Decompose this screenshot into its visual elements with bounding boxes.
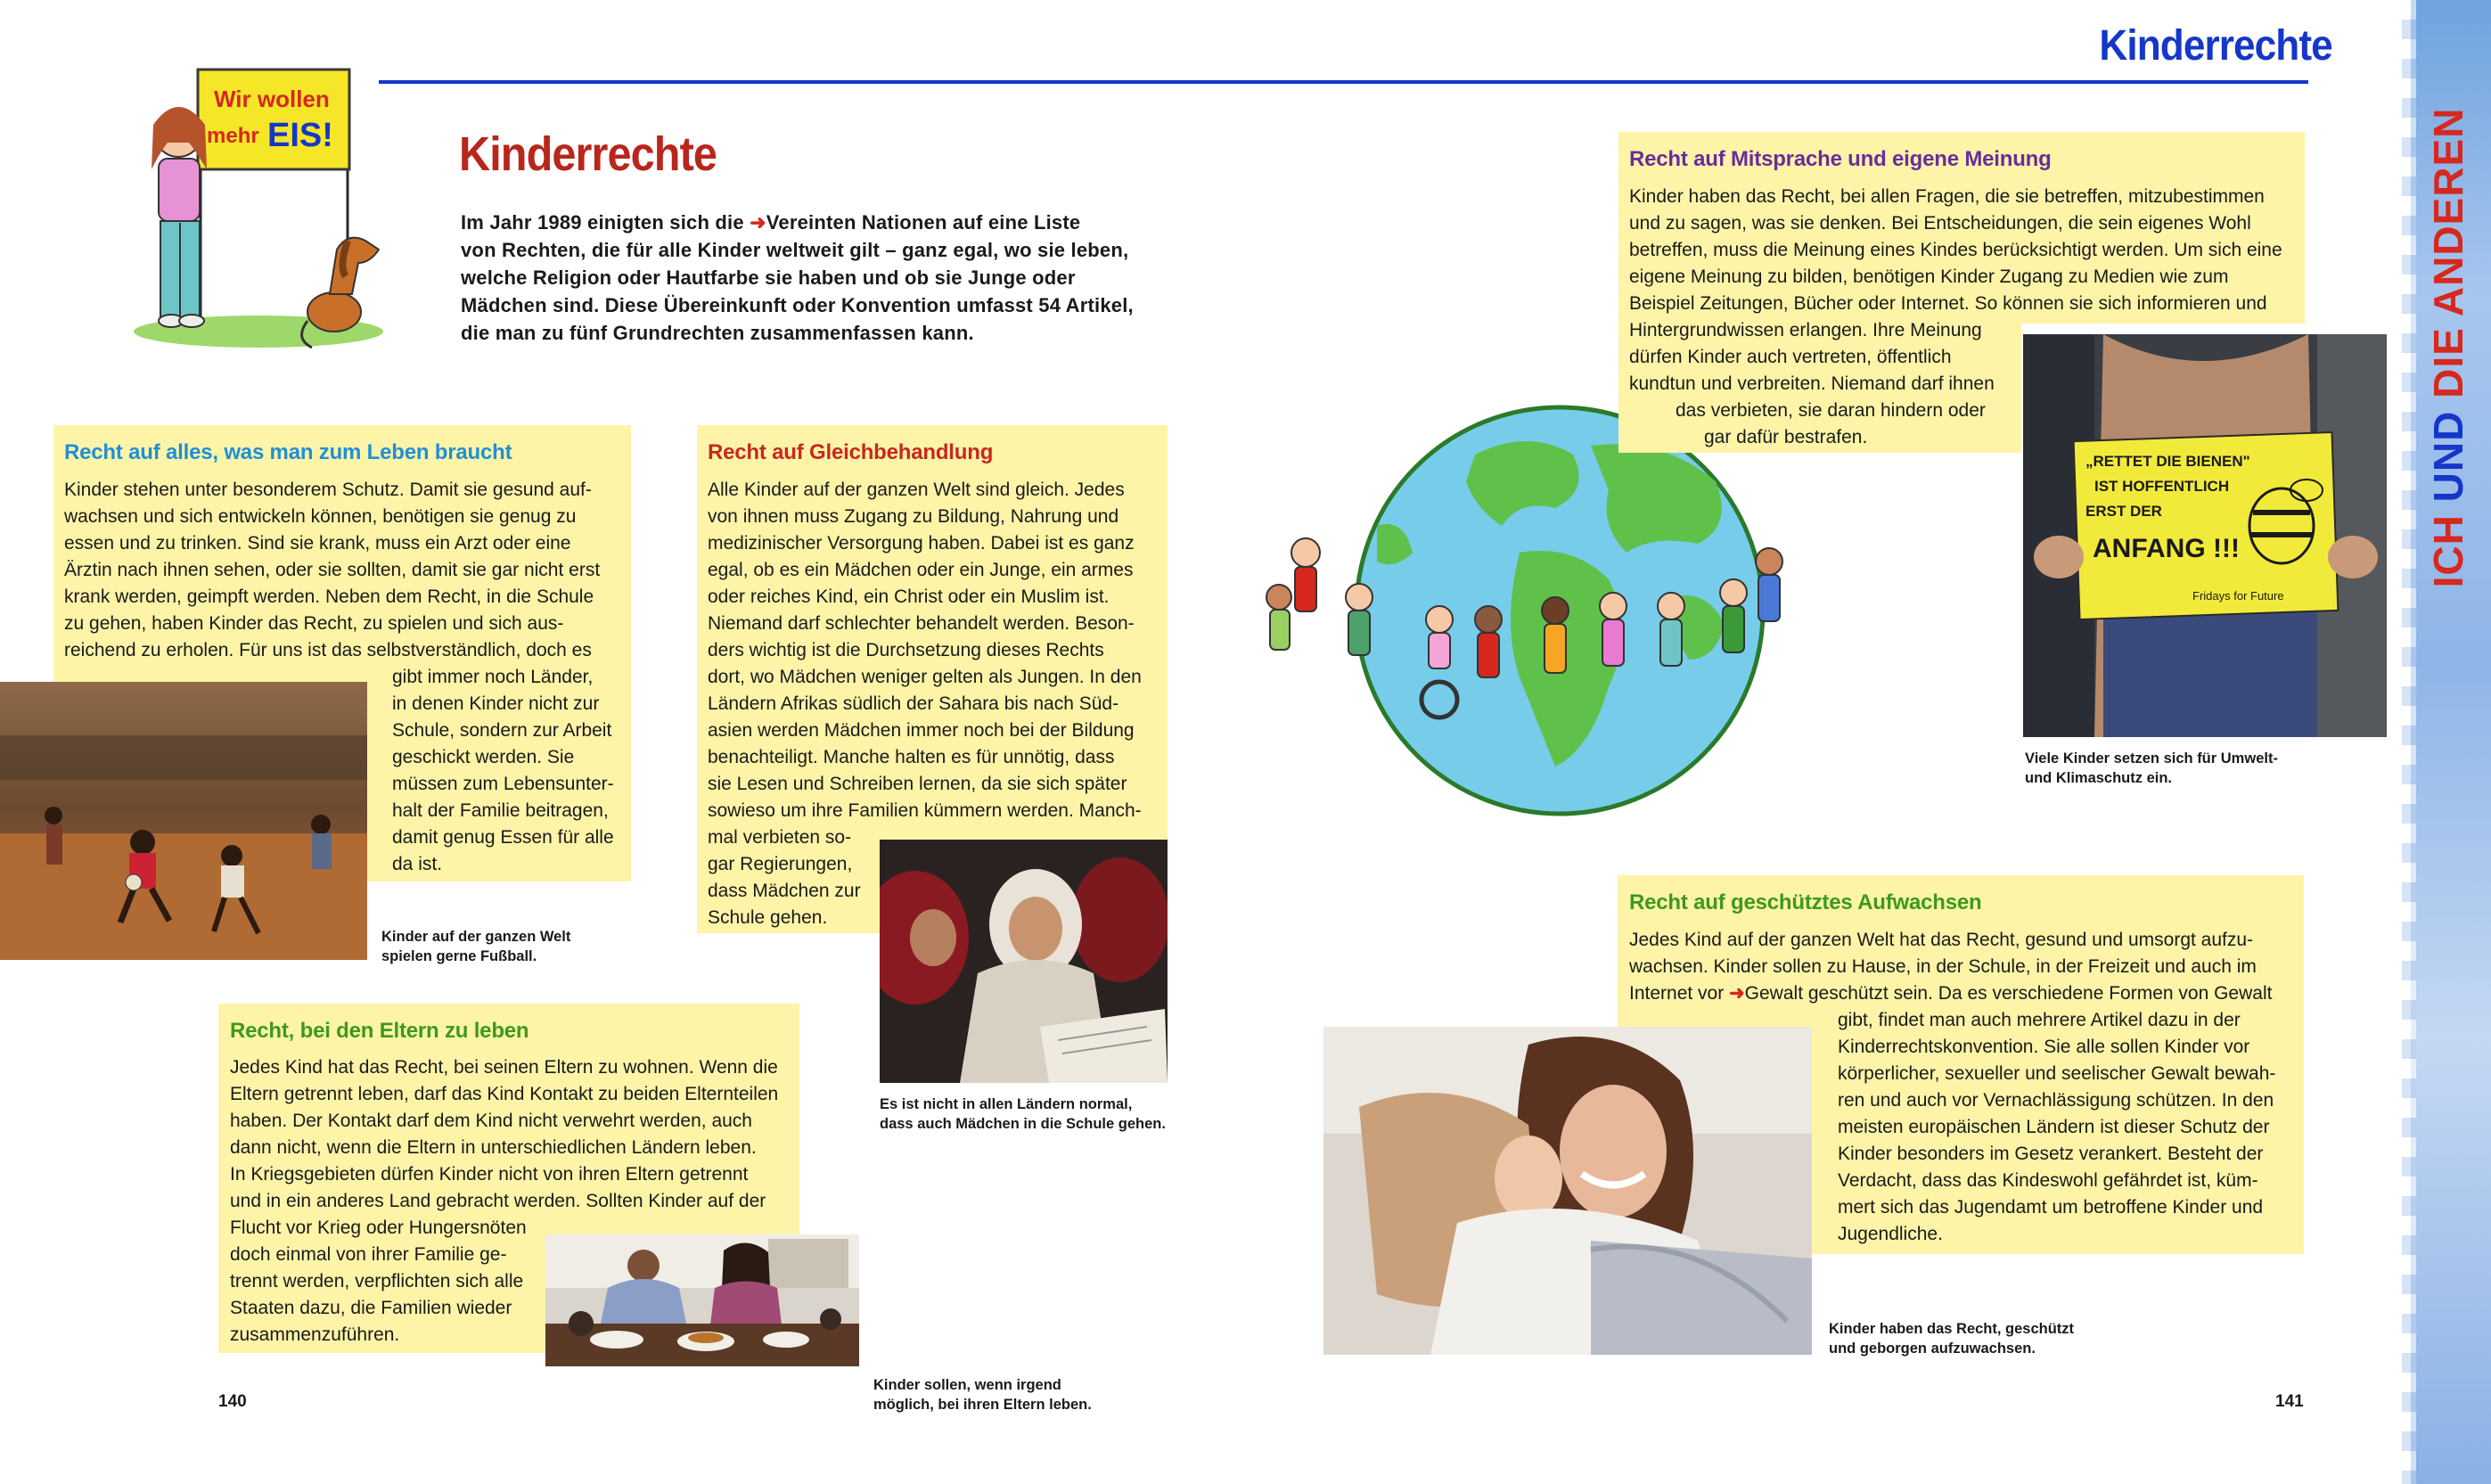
caption-hug: Kinder haben das Recht, geschützt und geborgen aufzuwachsen. [1829,1321,2075,1357]
box-eltern-title: Recht, bei den Eltern zu leben [230,1019,529,1043]
box-schutz-title: Recht auf geschütztes Aufwachsen [1629,890,1982,914]
protest-sign-line-4: ANFANG !!! [2093,534,2240,563]
box-mitsprache-text-side-1: dürfen Kinder auch vertreten, öffentlich kundtun und verbreiten. Niemand darf ihnen [1629,347,1995,394]
box-schutz-text: Jedes Kind auf der ganzen Welt hat das Recht, gesund und umsorgt aufzu- wachsen. Kinder sollen zu Hause, in der Schule, in der Freizeit und auch im [1629,930,2257,977]
header-rule [379,80,2308,84]
photo-fridays-for-future [2023,334,2387,737]
header-title: Kinderrechte [2099,22,2332,70]
link-arrow-icon: ➜ [750,211,766,234]
main-heading: Kinderrechte [459,127,717,181]
globe-children-illustration [1252,392,1836,829]
sign-text-1: Wir wollen [214,86,330,112]
box-schutz-text-link-pre: Internet vor [1629,983,1730,1004]
photo-girls-school [880,840,1168,1083]
side-band-edge [2402,0,2416,1484]
sign-text-2: mehr [207,124,259,148]
box-gleich-title: Recht auf Gleichbehandlung [708,440,994,464]
box-mitsprache-text: Kinder haben das Recht, bei allen Fragen, die sie betreffen, mitzubestimmen und zu sagen, was sie denken. Bei Entscheidungen, die sein eigenes Wohl betreffen, muss die Meinung eines Kindes berücksichtigt werden. Um sich eine eigene Meinung zu bilden, benötigen Kinder Zugang zu Medien wie zum Beispiel Zeitungen, Bücher oder Internet. So können sie sich informieren und Hintergrundwissen erlangen. Ihre Meinung [1629,186,2282,340]
intro-text-rest: von Rechten, die für alle Kinder weltweit gilt – ganz egal, wo sie leben, welche Religion oder Hautfarbe sie haben und ob sie Junge oder Mädchen sind. Diese Übereinkunft oder Konvention umfasst 54 Artikel, die man zu fünf Grundrechten zusammenfassen kann. [461,239,1134,344]
caption-family-meal: Kinder sollen, wenn irgend möglich, bei ihren Eltern leben. [873,1377,1092,1413]
side-label-andere: DIE ANDEREN [2425,107,2471,398]
side-label-und: UND [2425,410,2471,503]
intro-text [461,209,1156,347]
caption-fridays-for-future: Viele Kinder setzen sich für Umwelt- und Klimaschutz ein. [2025,750,2278,786]
box-mitsprache-text-side-2: das verbieten, sie daran hindern oder [1676,400,1986,421]
photo-family-meal [545,1234,859,1366]
box-gleich-text-side: mal verbieten so- gar Regierungen, dass Mädchen zur Schule gehen. [708,827,861,928]
photo-football [0,682,367,960]
girl-dog-illustration [125,53,419,357]
intro-link-vereinte-nationen[interactable]: Vereinten Nationen auf eine Liste [766,211,1081,234]
photo-hug [1323,1027,1812,1355]
box-schutz-text-link-line [1629,980,2298,1007]
box-eltern-text-side: Flucht vor Krieg oder Hungersnöten doch einmal von ihrer Familie ge- trennt werden, verpflichten sich alle Staaten dazu, die Familien wieder zusammenzuführen. [230,1218,527,1345]
box-eltern-text: Jedes Kind hat das Recht, bei seinen Eltern zu wohnen. Wenn die Eltern getrennt leben, darf das Kind Kontakt zu beiden Elternteilen haben. Der Kontakt darf dem Kind nicht verwehrt werden, auch dann nicht, wenn die Eltern in unterschiedlichen Ländern leben. In Kriegsgebieten dürfen Kinder nicht von ihren Eltern getrennt und in ein anderes Land gebracht werden. Sollten Kinder auf der [230,1057,779,1211]
box-leben-text: Kinder stehen unter besonderem Schutz. Damit sie gesund auf- wachsen und sich entwickeln können, benötigen sie genug zu essen und zu trinken. Sind sie krank, muss ein Arzt oder eine Ärztin nach ihnen sehen, oder sie sollten, damit sie gar nicht erst krank werden, geimpft werden. Neben dem Recht, in die Schule zu gehen, haben Kinder das Recht, zu spielen und sich aus- reichend zu erholen. Für uns ist das selbstverständlich, doch es [64,480,601,660]
link-arrow-icon-gewalt: ➜ [1729,983,1745,1004]
link-gewalt[interactable]: Gewalt geschützt sein. Da es verschiedene Formen von Gewalt [1744,983,2273,1004]
page-number-right: 141 [2275,1392,2304,1411]
box-mitsprache-text-side-3: gar dafür bestrafen. [1704,427,1868,447]
intro-text-pre: Im Jahr 1989 einigten sich die [461,211,750,234]
box-leben-title: Recht auf alles, was man zum Leben braucht [64,440,512,464]
protest-sign-line-2: IST HOFFENTLICH [2094,478,2230,495]
protest-sign-line-3: ERST DER [2085,503,2162,520]
caption-girls-school: Es ist nicht in allen Ländern normal, dass auch Mädchen in die Schule gehen. [880,1096,1166,1132]
box-leben-text-side: gibt immer noch Länder, in denen Kinder nicht zur Schule, sondern zur Arbeit geschickt werden. Sie müssen zum Lebensunter- halt der Familie beitragen, damit genug Essen für alle da ist. [392,667,614,874]
box-schutz-text-side: gibt, findet man auch mehrere Artikel dazu in der Kinderrechtskonvention. Sie alle sollen Kinder vor körperlicher, sexueller und seelischer Gewalt bewah- ren und auch vor Vernachlässigung schützen. In den meisten europäischen Ländern ist dieser Schutz der Kinder besonders im Gesetz verankert. Besteht der Verdacht, dass das Kindeswohl gefährdet ist, küm- mert sich das Jugendamt um betroffene Kinder und Jugendliche. [1838,1010,2276,1244]
protest-sign-line-1: „RETTET DIE BIENEN" [2085,453,2250,470]
protest-sign-line-5: Fridays for Future [2192,589,2284,603]
caption-football: Kinder auf der ganzen Welt spielen gerne Fußball. [381,929,571,964]
page-number-left: 140 [218,1392,247,1411]
box-gleich-text: Alle Kinder auf der ganzen Welt sind gleich. Jedes von ihnen muss Zugang zu Bildung, Nahrung und medizinischer Versorgung haben. Dabei ist es ganz egal, ob es ein Mädchen oder ein Junge, ein armes oder reiches Kind, ein Christ oder ein Muslim ist. Niemand darf schlechter behandelt werden. Beson- ders wichtig ist die Durchsetzung dieses Rechts dort, wo Mädchen weniger gelten als Jungen. In den Ländern Afrikas südlich der Sahara bis nach Süd- asien werden Mädchen immer noch bei der Bildung benachteiligt. Manche halten es für unnötig, dass sie Lesen und Schreiben lernen, da sie sich später sowieso um ihre Familien kümmern werden. Manch- [708,480,1142,821]
sign-text-3: EIS! [267,117,333,154]
box-mitsprache-title: Recht auf Mitsprache und eigene Meinung [1629,147,2052,171]
side-label-ich: ICH [2425,514,2471,588]
